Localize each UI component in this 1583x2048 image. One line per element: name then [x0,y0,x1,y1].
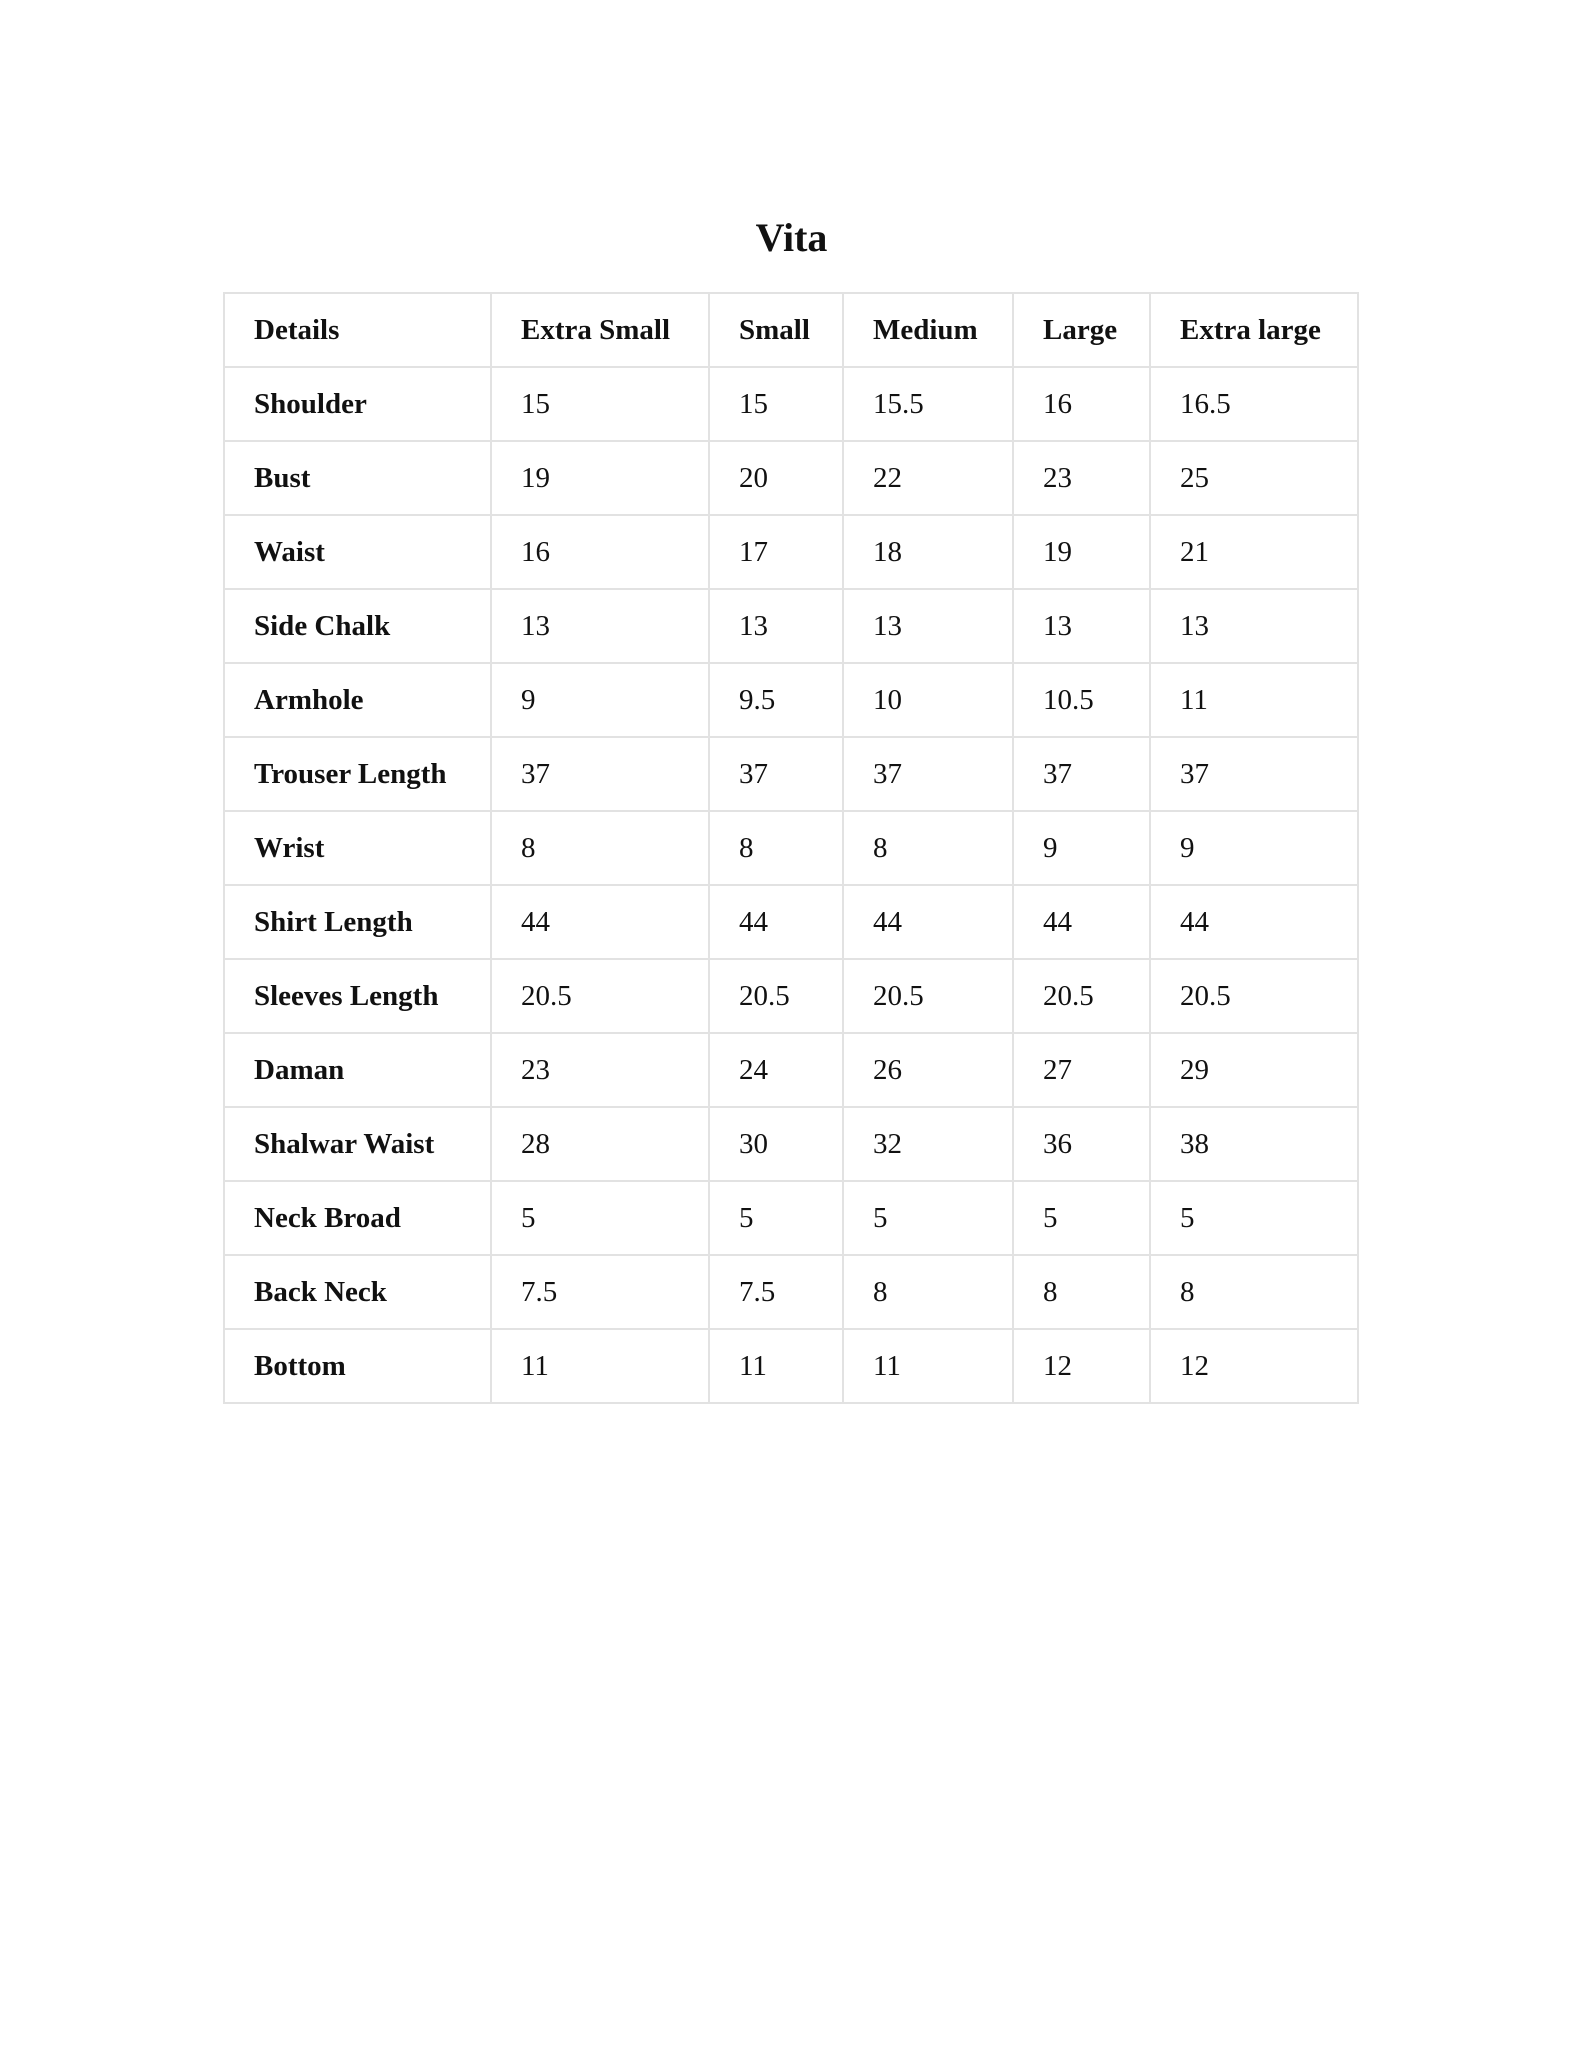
row-label: Neck Broad [224,1181,491,1255]
table-cell: 30 [709,1107,843,1181]
table-row [224,515,1358,589]
table-row [224,589,1358,663]
table-cell: 5 [1150,1181,1358,1255]
table-cell: 44 [1013,885,1150,959]
table-cell: 27 [1013,1033,1150,1107]
size-chart-table [223,292,1359,1404]
table-cell: 19 [491,441,709,515]
row-label: Back Neck [224,1255,491,1329]
table-cell: 8 [843,811,1013,885]
row-label: Trouser Length [224,737,491,811]
table-cell: 44 [709,885,843,959]
table-cell: 13 [843,589,1013,663]
table-row [224,1255,1358,1329]
page-title: Vita [755,215,828,260]
table-cell: 38 [1150,1107,1358,1181]
table-cell: 24 [709,1033,843,1107]
table-cell: 9 [491,663,709,737]
table-body [224,367,1358,1403]
table-cell: 12 [1150,1329,1358,1403]
table-cell: 20.5 [1013,959,1150,1033]
table-cell: 28 [491,1107,709,1181]
table-cell: 11 [843,1329,1013,1403]
table-cell: 20 [709,441,843,515]
table-cell: 13 [1013,589,1150,663]
table-cell: 20.5 [709,959,843,1033]
table-cell: 16.5 [1150,367,1358,441]
table-cell: 25 [1150,441,1358,515]
row-label: Side Chalk [224,589,491,663]
table-header-row [224,293,1358,367]
table-row [224,1033,1358,1107]
row-label: Daman [224,1033,491,1107]
table-row [224,811,1358,885]
row-label: Shalwar Waist [224,1107,491,1181]
table-row [224,663,1358,737]
row-label: Shirt Length [224,885,491,959]
table-cell: 5 [843,1181,1013,1255]
row-label: Shoulder [224,367,491,441]
table-cell: 32 [843,1107,1013,1181]
column-header-details: Details [224,293,491,367]
column-header-medium: Medium [843,293,1013,367]
table-row [224,1329,1358,1403]
column-header-large: Large [1013,293,1150,367]
table-row [224,737,1358,811]
table-cell: 8 [491,811,709,885]
table-cell: 11 [709,1329,843,1403]
table-cell: 15 [491,367,709,441]
row-label: Armhole [224,663,491,737]
table-cell: 20.5 [491,959,709,1033]
table-cell: 13 [709,589,843,663]
table-cell: 11 [491,1329,709,1403]
table-cell: 8 [709,811,843,885]
table-row [224,1181,1358,1255]
column-header-small: Small [709,293,843,367]
table-cell: 8 [843,1255,1013,1329]
table-row [224,959,1358,1033]
table-cell: 9 [1013,811,1150,885]
table-cell: 5 [709,1181,843,1255]
row-label: Wrist [224,811,491,885]
table-cell: 44 [1150,885,1358,959]
table-cell: 44 [491,885,709,959]
table-cell: 37 [843,737,1013,811]
table-cell: 23 [491,1033,709,1107]
table-cell: 13 [491,589,709,663]
column-header-extra-large: Extra large [1150,293,1358,367]
table-cell: 9.5 [709,663,843,737]
table-cell: 9 [1150,811,1358,885]
row-label: Sleeves Length [224,959,491,1033]
table-cell: 22 [843,441,1013,515]
table-cell: 11 [1150,663,1358,737]
table-cell: 7.5 [709,1255,843,1329]
table-cell: 15 [709,367,843,441]
table-cell: 44 [843,885,1013,959]
table-cell: 8 [1150,1255,1358,1329]
table-cell: 19 [1013,515,1150,589]
table-cell: 29 [1150,1033,1358,1107]
table-cell: 23 [1013,441,1150,515]
table-row [224,885,1358,959]
table-cell: 10 [843,663,1013,737]
table-cell: 37 [1013,737,1150,811]
table-cell: 8 [1013,1255,1150,1329]
table-cell: 26 [843,1033,1013,1107]
table-cell: 5 [491,1181,709,1255]
row-label: Waist [224,515,491,589]
table-cell: 10.5 [1013,663,1150,737]
table-cell: 36 [1013,1107,1150,1181]
table-row [224,441,1358,515]
table-cell: 37 [491,737,709,811]
table-cell: 37 [1150,737,1358,811]
column-header-extra-small: Extra Small [491,293,709,367]
table-cell: 5 [1013,1181,1150,1255]
table-cell: 21 [1150,515,1358,589]
table-cell: 13 [1150,589,1358,663]
table-cell: 17 [709,515,843,589]
table-cell: 15.5 [843,367,1013,441]
row-label: Bust [224,441,491,515]
table-cell: 16 [491,515,709,589]
table-cell: 7.5 [491,1255,709,1329]
table-row [224,367,1358,441]
table-cell: 20.5 [1150,959,1358,1033]
row-label: Bottom [224,1329,491,1403]
table-cell: 20.5 [843,959,1013,1033]
table-cell: 16 [1013,367,1150,441]
table-cell: 18 [843,515,1013,589]
table-cell: 12 [1013,1329,1150,1403]
table-row [224,1107,1358,1181]
table-cell: 37 [709,737,843,811]
